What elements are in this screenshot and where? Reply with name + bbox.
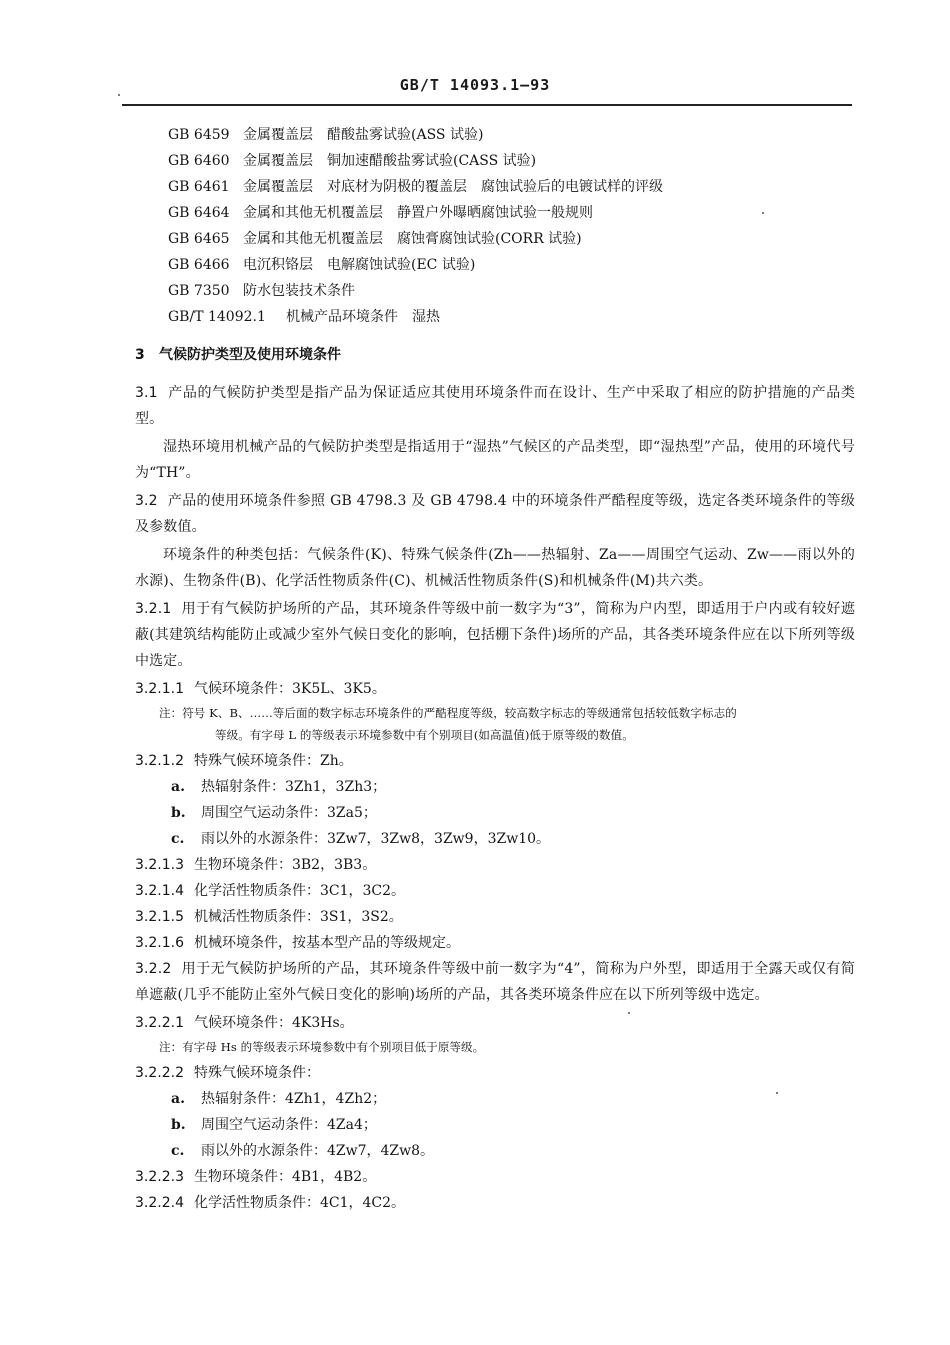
clause-3-2-paragraph: 环境条件的种类包括：气候条件(K)、特殊气候条件(Zh——热辐射、Za——周围空气运动、Zw——雨以外的水源)、生物条件(B)、化学活性物质条件(C)、机械活性物质条件(S)和机械条件(M)共六类。 [135, 547, 855, 589]
clause-3-2 [135, 488, 855, 540]
clause-number: 3.2.1.3 [135, 857, 184, 873]
clause-3-2-1 [135, 596, 855, 674]
reference-title: 电沉积铬层 电解腐蚀试验(EC 试验) [243, 257, 476, 273]
section-3-body [135, 380, 855, 1216]
reference-item [168, 278, 663, 304]
scan-speck [118, 94, 120, 96]
clause-3-2-2-2 [135, 1060, 855, 1086]
reference-item [168, 148, 663, 174]
clause-3-2-1-5 [135, 904, 855, 930]
list-item [135, 826, 855, 852]
list-letter: a. [171, 1091, 185, 1107]
clause-3-2-1-4 [135, 878, 855, 904]
normative-references-list [168, 122, 663, 330]
clause-text: 机械环境条件，按基本型产品的等级规定。 [193, 935, 460, 951]
reference-item [168, 226, 663, 252]
reference-code: GB 6460 [168, 153, 230, 169]
clause-text: 气候环境条件：4K3Hs。 [193, 1015, 354, 1031]
clause-text: 气候环境条件：3K5L、3K5。 [193, 681, 386, 697]
reference-item [168, 122, 663, 148]
clause-text: 特殊气候环境条件：Zh。 [193, 753, 353, 769]
reference-title: 金属和其他无机覆盖层 腐蚀膏腐蚀试验(CORR 试验) [243, 231, 582, 247]
clause-3-2-1-2 [135, 748, 855, 774]
list-item [135, 1086, 855, 1112]
note-3-2-2-1: 注：有字母 Hs 的等级表示环境参数中有个别项目低于原等级。 [159, 1040, 485, 1054]
reference-title: 金属和其他无机覆盖层 静置户外曝晒腐蚀试验一般规则 [243, 205, 593, 221]
list-text: 周围空气运动条件：4Za4； [201, 1117, 377, 1133]
list-letter: c. [171, 831, 185, 847]
reference-title: 防水包装技术条件 [243, 283, 355, 299]
clause-number: 3.2.2.1 [135, 1015, 184, 1031]
list-letter: a. [171, 779, 185, 795]
clause-3-2-1-6 [135, 930, 855, 956]
reference-code: GB 6461 [168, 179, 230, 195]
list-item [135, 1138, 855, 1164]
list-item [135, 800, 855, 826]
clause-text: 生物环境条件：4B1，4B2。 [193, 1169, 377, 1185]
clause-3-2-1-1 [135, 676, 855, 702]
clause-number: 3.2.1.1 [135, 681, 184, 697]
clause-text: 产品的气候防护类型是指产品为保证适应其使用环境条件而在设计、生产中采取了相应的防护措施的产品类型。 [135, 385, 855, 427]
reference-item [168, 200, 663, 226]
clause-number: 3.2.1.5 [135, 909, 184, 925]
note-line: 等级。有字母 L 的等级表示环境参数中有个别项目(如高温值)低于原等级的数值。 [215, 728, 634, 742]
scan-speck [762, 212, 764, 214]
section-title: 气候防护类型及使用环境条件 [159, 347, 341, 363]
clause-number: 3.2.2.2 [135, 1065, 184, 1081]
list-letter: b. [171, 805, 186, 821]
standard-code-header: GB/T 14093.1—93 [399, 76, 551, 94]
list-item [135, 1112, 855, 1138]
scan-speck [628, 1012, 630, 1014]
clause-3-2-2-4 [135, 1190, 855, 1216]
clause-3-2-2-3 [135, 1164, 855, 1190]
reference-item [168, 252, 663, 278]
reference-title: 金属覆盖层 醋酸盐雾试验(ASS 试验) [243, 127, 484, 143]
clause-text: 化学活性物质条件：4C1，4C2。 [193, 1195, 406, 1211]
clause-3-1-paragraph: 湿热环境用机械产品的气候防护类型是指适用于“湿热”气候区的产品类型，即“湿热型”产品，使用的环境代号为“TH”。 [135, 439, 855, 481]
list-item [135, 774, 855, 800]
reference-code: GB 6459 [168, 127, 230, 143]
reference-item [168, 174, 663, 200]
list-text: 雨以外的水源条件：4Zw7，4Zw8。 [201, 1143, 435, 1159]
clause-number: 3.2.2.4 [135, 1195, 184, 1211]
clause-3-2-2-1 [135, 1010, 855, 1036]
reference-code: GB 6466 [168, 257, 230, 273]
clause-text: 生物环境条件：3B2，3B3。 [193, 857, 377, 873]
scan-speck [776, 1092, 778, 1094]
section-3-heading [135, 342, 341, 368]
list-letter: b. [171, 1117, 186, 1133]
section-number: 3 [135, 347, 145, 363]
clause-number: 3.2.2.3 [135, 1169, 184, 1185]
list-text: 周围空气运动条件：3Za5； [201, 805, 377, 821]
clause-3-2-1-3 [135, 852, 855, 878]
clause-text: 机械活性物质条件：3S1，3S2。 [193, 909, 403, 925]
clause-text: 特殊气候环境条件： [193, 1065, 320, 1081]
list-text: 热辐射条件：3Zh1，3Zh3； [201, 779, 387, 795]
reference-item [168, 304, 663, 330]
list-letter: c. [171, 1143, 185, 1159]
clause-number: 3.2.1.6 [135, 935, 184, 951]
clause-number: 3.2.2 [135, 961, 172, 977]
header-rule [122, 104, 852, 106]
note-3-2-1-1 [135, 702, 855, 746]
reference-title: 金属覆盖层 对底材为阴极的覆盖层 腐蚀试验后的电镀试样的评级 [243, 179, 663, 195]
reference-code: GB/T 14092.1 [168, 309, 266, 325]
reference-code: GB 6464 [168, 205, 230, 221]
clause-text: 产品的使用环境条件参照 GB 4798.3 及 GB 4798.4 中的环境条件严酷程度等级，选定各类环境条件的等级及参数值。 [135, 493, 855, 535]
reference-title: 机械产品环境条件 湿热 [286, 309, 440, 325]
note-line: 注：符号 K、B、……等后面的数字标志环境条件的严酷程度等级，较高数字标志的等级通常包括较低数字标志的 [159, 706, 737, 720]
reference-code: GB 6465 [168, 231, 230, 247]
clause-3-1 [135, 380, 855, 432]
clause-number: 3.2.1 [135, 601, 172, 617]
list-text: 雨以外的水源条件：3Zw7，3Zw8，3Zw9，3Zw10。 [201, 831, 551, 847]
clause-number: 3.2 [135, 493, 158, 509]
clause-number: 3.1 [135, 385, 158, 401]
list-text: 热辐射条件：4Zh1，4Zh2； [201, 1091, 387, 1107]
reference-title: 金属覆盖层 铜加速醋酸盐雾试验(CASS 试验) [243, 153, 537, 169]
clause-number: 3.2.1.2 [135, 753, 184, 769]
clause-3-2-2 [135, 956, 855, 1008]
clause-text: 用于无气候防护场所的产品，其环境条件等级中前一数字为“4”，简称为户外型，即适用于全露天或仅有简单遮蔽(几乎不能防止室外气候日变化的影响)场所的产品，其各类环境条件应在以下所列等级中选定。 [135, 961, 855, 1003]
clause-text: 用于有气候防护场所的产品，其环境条件等级中前一数字为“3”，简称为户内型，即适用于户内或有较好遮蔽(其建筑结构能防止或减少室外气候日变化的影响，包括棚下条件)场所的产品，其各类环境条件应在以下所列等级中选定。 [135, 601, 855, 669]
reference-code: GB 7350 [168, 283, 230, 299]
clause-text: 化学活性物质条件：3C1，3C2。 [193, 883, 406, 899]
clause-number: 3.2.1.4 [135, 883, 184, 899]
